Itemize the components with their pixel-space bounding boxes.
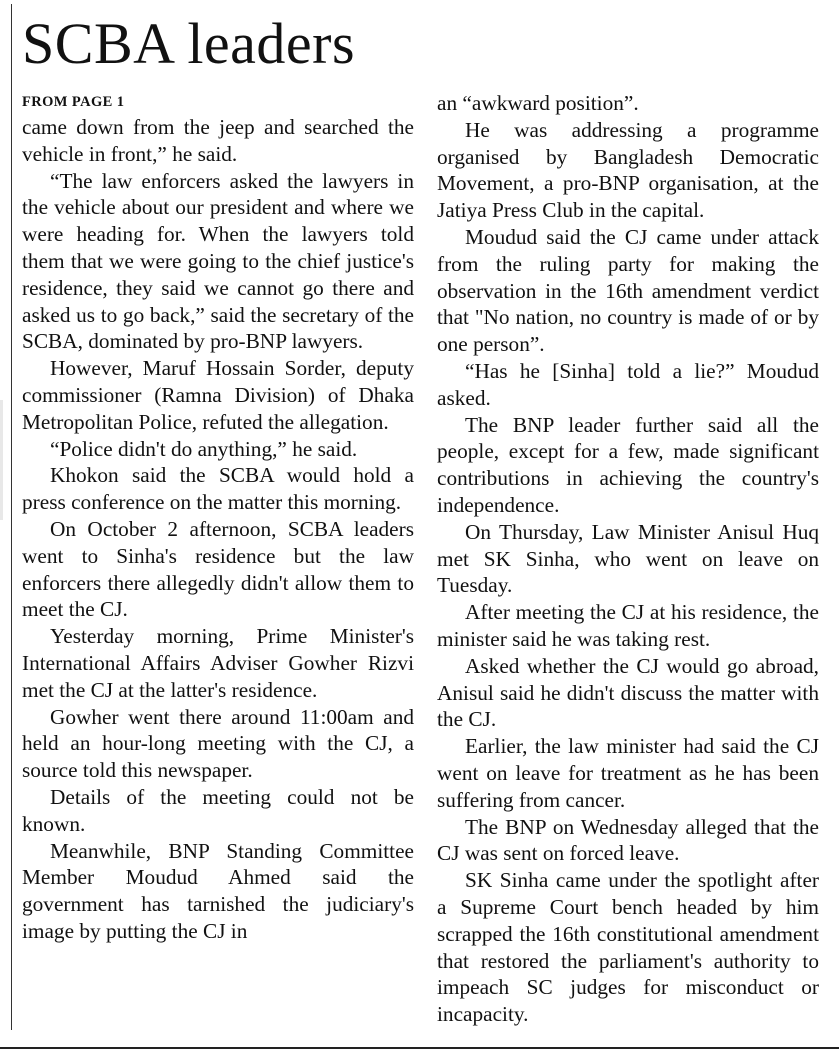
paragraph: “Has he [Sinha] told a lie?” Moudud asked. (437, 358, 819, 410)
paragraph: “The law enforcers asked the lawyers in the vehicle about our president and where we were heading for. When the lawyers told them that we were going to the chief justice's residence, they said we cannot go there and asked us to go back,” said the secretary of the SCBA, dominated by pro-BNP lawyers. (22, 168, 414, 354)
paragraph: The BNP on Wednesday alleged that the CJ was sent on forced leave. (437, 814, 819, 866)
paragraph: On Thursday, Law Minister Anisul Huq met SK Sinha, who went on leave on Tuesday. (437, 519, 819, 598)
bottom-border (0, 1047, 839, 1049)
paragraph: However, Maruf Hossain Sorder, deputy commissioner (Ramna Division) of Dhaka Metropolitan Police, refuted the allegation. (22, 356, 414, 434)
paragraph: “Police didn't do anything,” he said. (50, 436, 358, 461)
article-column-right (437, 90, 819, 1028)
paragraph: came down from the jeep and searched the vehicle in front,” he said. (22, 115, 414, 166)
paragraph: Gowher went there around 11:00am and held an hour-long meeting with the CJ, a source told this newspaper. (22, 704, 414, 783)
paragraph: He was addressing a programme organised by Bangladesh Democratic Movement, a pro-BNP organisation, at the Jatiya Press Club in the capital. (437, 117, 819, 223)
paragraph: After meeting the CJ at his residence, the minister said he was taking rest. (437, 600, 819, 651)
paragraph: an “awkward position”. (437, 91, 639, 115)
column-rule-left (11, 4, 12, 1030)
paragraph: Moudud said the CJ came under attack from the ruling party for making the observation in the 16th amendment verdict that "No nation, no country is made of or by one person”. (437, 224, 819, 357)
headline: SCBA leaders (22, 11, 356, 76)
paragraph: Meanwhile, BNP Standing Committee Member Moudud Ahmed said the government has tarnished the judiciary's image by putting the CJ in (22, 838, 414, 943)
paragraph: SK Sinha came under the spotlight after a Supreme Court bench headed by him scrapped the 16th constitutional amendment that restored the parliament's authority to impeach SC judges for misconduct or incapacity. (437, 868, 819, 1027)
scan-edge-shadow (0, 400, 3, 520)
paragraph: Khokon said the SCBA would hold a press conference on the matter this morning. (22, 463, 414, 515)
paragraph: Details of the meeting could not be known. (22, 784, 414, 836)
paragraph: Earlier, the law minister had said the CJ went on leave for treatment as he has been suffering from cancer. (437, 734, 819, 812)
paragraph: On October 2 afternoon, SCBA leaders went to Sinha's residence but the law enforcers there allegedly didn't allow them to meet the CJ. (22, 516, 414, 622)
paragraph: Asked whether the CJ would go abroad, Anisul said he didn't discuss the matter with the CJ. (437, 653, 819, 732)
paragraph: Yesterday morning, Prime Minister's International Affairs Adviser Gowher Rizvi met the CJ at the latter's residence. (22, 624, 414, 702)
paragraph: The BNP leader further said all the people, except for a few, made significant contributions in achieving the country's independence. (437, 412, 819, 517)
continued-from-label: FROM PAGE 1 (22, 94, 125, 110)
article-column-left (22, 90, 414, 945)
